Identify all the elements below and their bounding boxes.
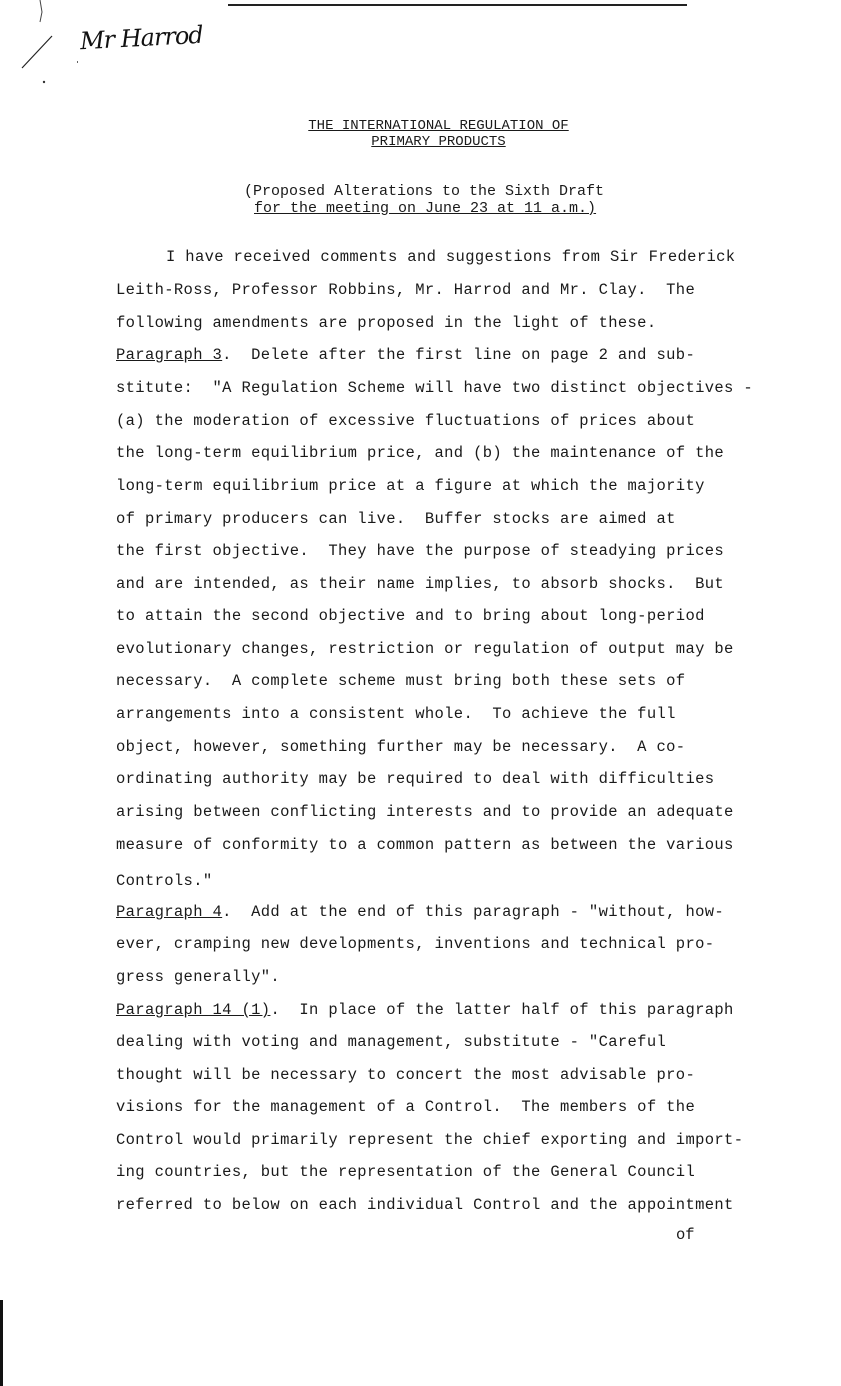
subtitle-line-2: for the meeting on June 23 at 11 a.m.) [254,200,597,217]
body-line [116,935,714,953]
line-text: (a) the moderation of excessive fluctuations of prices about [116,412,696,430]
body-line [116,1001,734,1019]
line-text: . Add at the end of this paragraph - "without, how- [222,903,725,921]
line-text: object, however, something further may be necessary. A co- [116,738,686,756]
line-text: thought will be necessary to concert the most advisable pro- [116,1066,696,1084]
body-line [116,640,734,658]
body-line [116,444,724,462]
body-line [116,542,724,560]
line-text: referred to below on each individual Control and the appointment [116,1196,734,1214]
body-line [116,477,705,495]
body-line [116,1098,695,1116]
body-line [116,770,714,788]
body-line [116,872,213,890]
body-line [116,836,734,854]
subtitle-line-1: (Proposed Alterations to the Sixth Draft [244,183,605,200]
pencil-marks-icon [18,0,78,90]
body-line [116,903,724,921]
body-line [116,1033,666,1051]
body-line [166,248,735,266]
body-line [116,803,734,821]
top-edge-rule [228,4,687,6]
body-line [116,1131,743,1149]
line-text: stitute: "A Regulation Scheme will have two distinct objectives - [116,379,753,397]
document-subtitle [244,183,604,217]
body-line [116,379,753,397]
line-text: Controls." [116,872,213,890]
line-text: gress generally". [116,968,281,986]
title-line-2: PRIMARY PRODUCTS [371,134,506,150]
page-continuation-word: of [676,1226,695,1244]
line-text: arising between conflicting interests and to provide an adequate [116,803,734,821]
line-text: necessary. A complete scheme must bring both these sets of [116,672,686,690]
body-line [116,738,685,756]
line-text: ordinating authority may be required to deal with difficulties [116,770,715,788]
line-text: dealing with voting and management, substitute - "Careful [116,1033,667,1051]
document-title [0,118,841,150]
paragraph-heading: Paragraph 3 [116,346,223,364]
body-line [116,412,695,430]
line-text: . In place of the latter half of this paragraph [270,1001,734,1019]
body-line [116,672,685,690]
body-line [116,1163,695,1181]
body-line [116,346,695,364]
line-text: arrangements into a consistent whole. To achieve the full [116,705,676,723]
line-text: to attain the second objective and to bring about long-period [116,607,705,625]
line-text: of primary producers can live. Buffer stocks are aimed at [116,510,676,528]
body-line [116,607,705,625]
paragraph-heading: Paragraph 14 (1) [116,1001,271,1019]
title-line-1: THE INTERNATIONAL REGULATION OF [308,118,569,134]
paragraph-heading: Paragraph 4 [116,903,223,921]
body-line [116,1066,695,1084]
body-line [116,968,280,986]
scan-edge-mark [0,1300,3,1386]
line-text: Leith-Ross, Professor Robbins, Mr. Harrod and Mr. Clay. The [116,281,696,299]
line-text: measure of conformity to a common pattern as between the various [116,836,734,854]
line-text: I have received comments and suggestions from Sir Frederick [166,248,736,266]
line-text: . Delete after the first line on page 2 and sub- [222,346,696,364]
line-text: long-term equilibrium price at a figure at which the majority [116,477,705,495]
line-text: the long-term equilibrium price, and (b) the maintenance of the [116,444,725,462]
line-text: ever, cramping new developments, inventions and technical pro- [116,935,715,953]
handwritten-annotation: Mr Harrod [79,20,204,56]
body-line [116,314,656,332]
body-line [116,281,695,299]
body-line [116,575,724,593]
line-text: visions for the management of a Control. The members of the [116,1098,696,1116]
line-text: the first objective. They have the purpose of steadying prices [116,542,725,560]
line-text: and are intended, as their name implies, to absorb shocks. But [116,575,725,593]
line-text: ing countries, but the representation of the General Council [116,1163,696,1181]
line-text: following amendments are proposed in the light of these. [116,314,657,332]
body-line [116,510,676,528]
body-line [116,705,676,723]
body-line [116,1196,734,1214]
line-text: evolutionary changes, restriction or regulation of output may be [116,640,734,658]
line-text: Control would primarily represent the chief exporting and import- [116,1131,744,1149]
